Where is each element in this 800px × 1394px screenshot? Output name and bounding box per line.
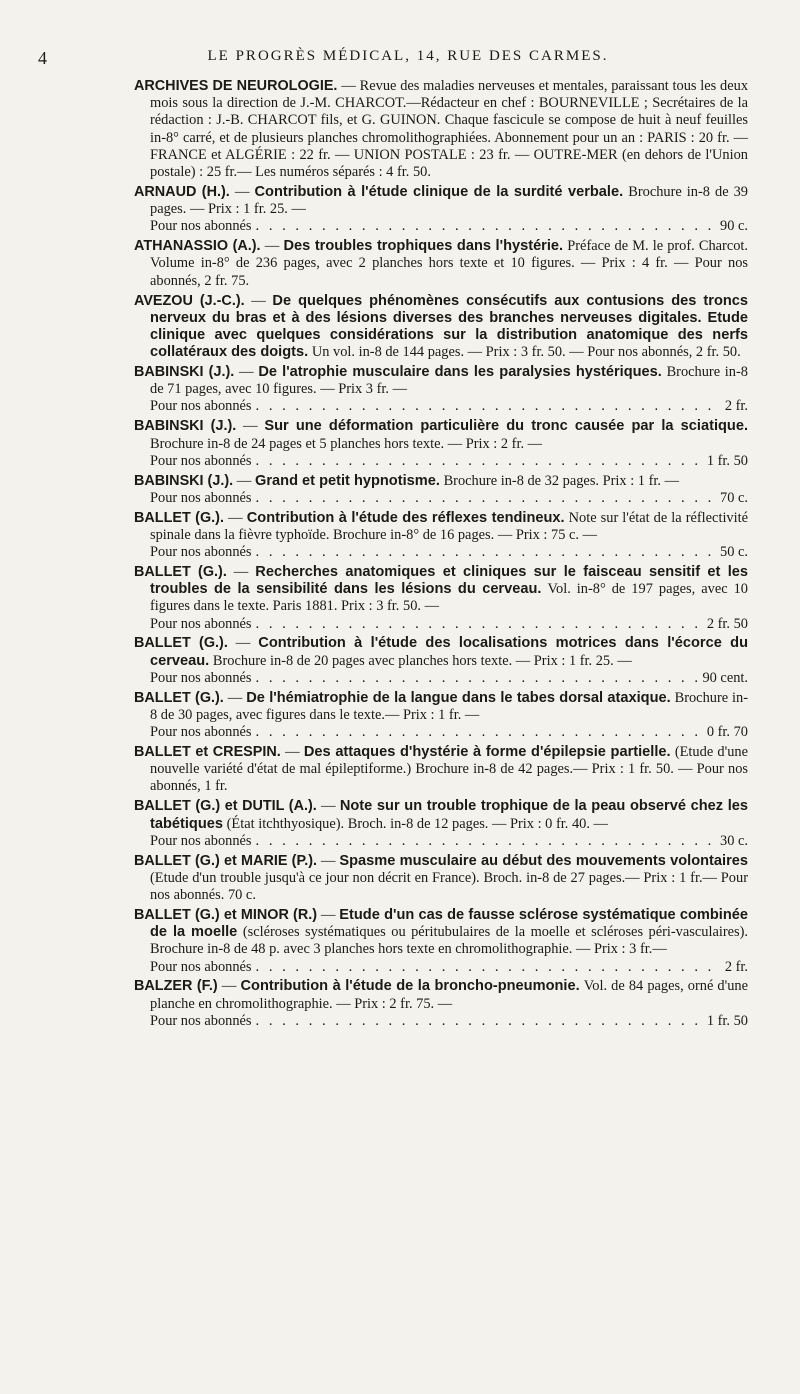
catalogue-entry: BALLET (G.) et DUTIL (A.). — Note sur un trouble trophique de la peau observé chez les tabétiques (État itchthyosique). Broch. in-8 de 12 pages. — Prix : 0 fr. 40. — Pour nos abonnés . . . 30 c. xyxy=(134,798,748,850)
entry-author: BABINSKI (J.). xyxy=(134,418,237,435)
entry-title: Des attaques d'hystérie à forme d'épilepsie partielle. xyxy=(303,744,671,761)
entry-subscriber-label: Pour nos abonnés xyxy=(150,832,252,849)
catalogue-entry: BALLET (G.) et MARIE (P.). — Spasme musculaire au début des mouvements volontaires (Etude d'un trouble jusqu'à ce jour non décrit en France). Broch. in-8 de 27 pages.— Prix : 1 fr.— Pour nos abonnés. 70 c. xyxy=(134,852,749,904)
entry-subscriber-label: Pour nos abonnés xyxy=(150,218,252,235)
entry-title: De l'hémiatrophie de la langue dans le tabes dorsal ataxique. xyxy=(246,689,671,706)
entry-price: 30 c. xyxy=(720,832,748,849)
entry-author: BALZER (F.) xyxy=(134,978,218,995)
entry-description: Brochure in-8 de 30 pages, avec figures dans le texte.— Prix : 1 fr. — xyxy=(150,689,748,723)
entry-price: 2 fr. xyxy=(724,958,748,975)
page-header xyxy=(38,48,758,68)
entry-author: BALLET et CRESPIN. xyxy=(134,744,281,761)
entry-title: Sur une déformation particulière du tronc causée par la sciatique. xyxy=(264,418,749,435)
entry-title: Contribution à l'étude des localisations motrices dans l'écorce du cerveau. xyxy=(150,635,748,669)
entry-author: AVEZOU (J.-C.). xyxy=(134,292,245,309)
entry-subscriber-price-line xyxy=(150,724,748,741)
dot-leader xyxy=(256,616,703,633)
entry-subscriber-price-line xyxy=(150,616,748,633)
entry-description: Brochure in-8 de 39 pages. — Prix : 1 fr. 25. — xyxy=(150,183,749,218)
entry-description: Un vol. in-8 de 144 pages. — Prix : 3 fr. 50. — Pour nos abonnés, 2 fr. 50. xyxy=(311,344,741,361)
entry-subscriber-label: Pour nos abonnés xyxy=(150,452,252,469)
entry-description: (Etude d'un trouble jusqu'à ce jour non décrit en France). Broch. in-8 de 27 pages.— Prix : 1 fr.— Pour nos abonnés. 70 c. xyxy=(150,869,748,904)
dot-leader xyxy=(256,544,716,561)
entry-title: Grand et petit hypnotisme. xyxy=(255,472,440,489)
entry-subscriber-label: Pour nos abonnés xyxy=(150,669,252,686)
entry-author: BALLET (G.). xyxy=(134,563,227,580)
catalogue-entry: BALLET (G.). — Contribution à l'étude des localisations motrices dans l'écorce du cerveau. Brochure in-8 de 20 pages avec planches hors texte. — Prix : 1 fr. 25. — Pour nos abonnés . . . 90 cent. xyxy=(134,635,748,687)
entry-subscriber-label: Pour nos abonnés xyxy=(150,544,252,561)
running-head: LE PROGRÈS MÉDICAL, 14, RUE DES CARMES. xyxy=(207,48,609,64)
entry-subscriber-price-line xyxy=(150,544,748,561)
catalogue-entry: ARCHIVES DE NEUROLOGIE. — Revue des maladies nerveuses et mentales, paraissant tous les deux mois sous la direction de J.-M. CHARCOT.—Rédacteur en chef : BOURNEVILLE ; Secrétaires de la rédaction : J.-B. CHARCOT fils, et G. GUINON. Chaque fascicule se compose de huit à neuf feuilles in-8° carré, et de plusieurs planches chromolithographiées. Abonnement pour un an : PARIS : 20 fr. — FRANCE et ALGÉRIE : 22 fr. — UNION POSTALE : 23 fr. — OUTRE-MER (en dehors de l'Union postale) : 25 fr.— Les numéros séparés : 4 fr. 50. xyxy=(134,78,749,181)
entry-subscriber-price-line xyxy=(150,398,748,415)
entry-description: (scléroses systématiques ou péritubulaires de la moelle et scléroses péri-vasculaires). Brochure in-8 de 48 p. avec 3 planches hors texte en chromolithographie. — Prix : 3 fr.— xyxy=(150,924,749,958)
entry-price: 70 c. xyxy=(720,489,748,506)
page-number: 4 xyxy=(38,48,47,68)
entry-subscriber-price-line xyxy=(150,959,748,976)
entry-description: Vol. de 84 pages, orné d'une planche en chromolithographie. — Prix : 2 fr. 75. — xyxy=(150,978,748,1012)
entry-price: 50 c. xyxy=(720,544,748,561)
catalogue-entry: ATHANASSIO (A.). — Des troubles trophiques dans l'hystérie. Préface de M. le prof. Charcot. Volume in-8° de 236 pages, avec 2 planches hors texte et 10 figures. — Prix : 4 fr. — Pour nos abonnés, 2 fr. 75. xyxy=(134,238,749,289)
entry-title: Etude d'un cas de fausse sclérose systématique combinée de la moelle xyxy=(150,906,749,941)
entry-title: Contribution à l'étude de la broncho-pneumonie. xyxy=(240,978,580,995)
dot-leader xyxy=(256,959,721,976)
entry-subscriber-label: Pour nos abonnés xyxy=(150,724,252,741)
entry-title: Contribution à l'étude clinique de la surdité verbale. xyxy=(254,183,624,200)
entry-description: Revue des maladies nerveuses et mentales, paraissant tous les deux mois sous la direction de J.-M. CHARCOT.—Rédacteur en chef : BOURNEVILLE ; Secrétaires de la rédaction : J.-B. CHARCOT fils, et G. GUINON. Chaque fascicule se compose de huit à neuf feuilles in-8° carré, et de plusieurs planches chromolithographiées. Abonnement pour un an : PARIS : 20 fr. — FRANCE et ALGÉRIE : 22 fr. — UNION POSTALE : 23 fr. — OUTRE-MER (en dehors de l'Union postale) : 25 fr.— Les numéros séparés : 4 fr. 50. xyxy=(150,78,749,181)
entry-title: De l'atrophie musculaire dans les paralysies hystériques. xyxy=(258,364,662,380)
catalogue-entries xyxy=(134,78,748,1033)
entry-description: (Etude d'une nouvelle variété d'état de mal épileptiforme.) Brochure in-8 de 42 pages.— Prix : 1 fr. 50. — Pour nos abonnés, 1 fr. xyxy=(150,744,748,795)
entry-price: 2 fr. 50 xyxy=(706,615,748,632)
entry-description: Brochure in-8 de 32 pages. Prix : 1 fr. — xyxy=(443,472,679,489)
entry-author: BALLET (G.). xyxy=(134,635,228,652)
entry-description: Vol. in-8° de 197 pages, avec 10 figures dans le texte. Paris 1881. Prix : 3 fr. 50. — xyxy=(150,581,748,615)
entry-title: Spasme musculaire au début des mouvements volontaires xyxy=(339,852,749,869)
entry-author: ARNAUD (H.). xyxy=(134,183,230,200)
entry-subscriber-price-line xyxy=(150,670,748,687)
entry-subscriber-price-line xyxy=(150,1013,748,1030)
dot-leader xyxy=(256,490,716,507)
entry-subscriber-label: Pour nos abonnés xyxy=(150,489,252,506)
entry-price: 2 fr. xyxy=(724,398,748,415)
catalogue-entry: BABINSKI (J.). — Sur une déformation particulière du tronc causée par la sciatique. Brochure in-8 de 24 pages et 5 planches hors texte. — Prix : 2 fr. — Pour nos abonnés . . . 1 fr. 50 xyxy=(134,418,748,470)
entry-author: ATHANASSIO (A.). xyxy=(134,238,261,255)
entry-price: 90 c. xyxy=(720,218,748,235)
entry-subscriber-price-line xyxy=(150,833,748,850)
catalogue-entry: BALLET (G.). — Recherches anatomiques et cliniques sur le faisceau sensitif et les troubles de la sensibilité dans les lésions du cerveau. Vol. in-8° de 197 pages, avec 10 figures dans le texte. Paris 1881. Prix : 3 fr. 50. — Pour nos abonnés . . . 2 fr. 50 xyxy=(134,564,748,633)
catalogue-entry: BALZER (F.) — Contribution à l'étude de la broncho-pneumonie. Vol. de 84 pages, orné d'une planche en chromolithographie. — Prix : 2 fr. 75. — Pour nos abonnés . . . 1 fr. 50 xyxy=(134,978,748,1030)
entry-subscriber-label: Pour nos abonnés xyxy=(150,958,252,975)
catalogue-entry: ARNAUD (H.). — Contribution à l'étude clinique de la surdité verbale. Brochure in-8 de 39 pages. — Prix : 1 fr. 25. — Pour nos abonnés . . . 90 c. xyxy=(134,184,748,236)
entry-subscriber-label: Pour nos abonnés xyxy=(150,398,252,415)
entry-author: BALLET (G.) et MARIE (P.). xyxy=(134,852,317,869)
entry-author: BALLET (G.). xyxy=(134,509,224,526)
dot-leader xyxy=(256,453,703,470)
entry-price: 0 fr. 70 xyxy=(706,724,748,741)
entry-description: Note sur l'état de la réflectivité spinale dans la fièvre typhoïde. Brochure in-8° de 16 pages. — Prix : 75 c. — xyxy=(150,509,749,543)
entry-subscriber-label: Pour nos abonnés xyxy=(150,1012,252,1029)
entry-title: Contribution à l'étude des réflexes tendineux. xyxy=(246,509,565,526)
entry-author: BALLET (G.). xyxy=(134,689,224,706)
catalogue-entry: AVEZOU (J.-C.). — De quelques phénomènes consécutifs aux contusions des troncs nerveux du bras et à des lésions diverses des branches nerveuses digitales. Etude clinique avec quelques considérations sur la distribution anatomique des nerfs collatéraux des doigts. Un vol. in-8 de 144 pages. — Prix : 3 fr. 50. — Pour nos abonnés, 2 fr. 50. xyxy=(134,292,749,361)
entry-description: Préface de M. le prof. Charcot. Volume in-8° de 236 pages, avec 2 planches hors texte et 10 figures. — Prix : 4 fr. — Pour nos abonnés, 2 fr. 75. xyxy=(150,238,749,289)
catalogue-entry: BALLET (G.) et MINOR (R.) — Etude d'un cas de fausse sclérose systématique combinée de la moelle (scléroses systématiques ou péritubulaires de la moelle et scléroses péri-vasculaires). Brochure in-8 de 48 p. avec 3 planches hors texte en chromolithographie. — Prix : 3 fr.— Pour nos abonnés . . . 2 fr. xyxy=(134,907,748,976)
catalogue-entry: BABINSKI (J.). — De l'atrophie musculaire dans les paralysies hystériques. Brochure in-8 de 71 pages, avec 10 figures. — Prix 3 fr. — Pour nos abonnés . . . 2 fr. xyxy=(134,364,748,416)
entry-title: Recherches anatomiques et cliniques sur le faisceau sensitif et les troubles de la sensibilité dans les lésions du cerveau. xyxy=(150,563,749,598)
dot-leader xyxy=(256,833,716,850)
entry-subscriber-price-line xyxy=(150,490,748,507)
entry-subscriber-price-line xyxy=(150,453,748,470)
dot-leader xyxy=(256,1013,703,1030)
entry-author: BABINSKI (J.). xyxy=(134,364,235,380)
catalogue-entry: BALLET et CRESPIN. — Des attaques d'hystérie à forme d'épilepsie partielle. (Etude d'une nouvelle variété d'état de mal épileptiforme.) Brochure in-8 de 42 pages.— Prix : 1 fr. 50. — Pour nos abonnés, 1 fr. xyxy=(134,744,748,795)
entry-author: BABINSKI (J.). xyxy=(134,472,234,489)
entry-title: Des troubles trophiques dans l'hystérie. xyxy=(283,238,564,255)
entry-price: 1 fr. 50 xyxy=(706,452,748,469)
dot-leader xyxy=(256,724,703,741)
entry-author: BALLET (G.) et DUTIL (A.). xyxy=(134,798,317,815)
entry-author: BALLET (G.) et MINOR (R.) xyxy=(134,906,318,923)
entry-title: De quelques phénomènes consécutifs aux contusions des troncs nerveux du bras et à des lésions diverses des branches nerveuses digitales. Etude clinique avec quelques considérations sur la distribution anatomique des nerfs collatéraux des doigts. xyxy=(150,292,749,361)
entry-price: 1 fr. 50 xyxy=(706,1012,748,1029)
entry-author: ARCHIVES DE NEUROLOGIE. xyxy=(134,78,338,94)
dot-leader xyxy=(256,398,721,415)
entry-description: Brochure in-8 de 20 pages avec planches hors texte. — Prix : 1 fr. 25. — xyxy=(212,652,632,669)
dot-leader xyxy=(256,218,716,235)
dot-leader xyxy=(256,670,699,687)
entry-subscriber-price-line xyxy=(150,218,748,235)
entry-subscriber-label: Pour nos abonnés xyxy=(150,615,252,632)
entry-price: 90 cent. xyxy=(702,669,748,686)
catalogue-entry: BABINSKI (J.). — Grand et petit hypnotisme. Brochure in-8 de 32 pages. Prix : 1 fr. — Pour nos abonnés . . . 70 c. xyxy=(134,473,748,507)
entry-description: Brochure in-8 de 71 pages, avec 10 figures. — Prix 3 fr. — xyxy=(150,364,748,398)
entry-description: Brochure in-8 de 24 pages et 5 planches hors texte. — Prix : 2 fr. — xyxy=(150,435,543,452)
catalogue-entry: BALLET (G.). — De l'hémiatrophie de la langue dans le tabes dorsal ataxique. Brochure in-8 de 30 pages, avec figures dans le texte.— Prix : 1 fr. — Pour nos abonnés . . . 0 fr. 70 xyxy=(134,690,748,742)
entry-title: Note sur un trouble trophique de la peau observé chez les tabétiques xyxy=(150,798,748,832)
entry-description: (État itchthyosique). Broch. in-8 de 12 pages. — Prix : 0 fr. 40. — xyxy=(226,815,608,832)
catalogue-entry: BALLET (G.). — Contribution à l'étude des réflexes tendineux. Note sur l'état de la réflectivité spinale dans la fièvre typhoïde. Brochure in-8° de 16 pages. — Prix : 75 c. — Pour nos abonnés . . . 50 c. xyxy=(134,510,748,562)
